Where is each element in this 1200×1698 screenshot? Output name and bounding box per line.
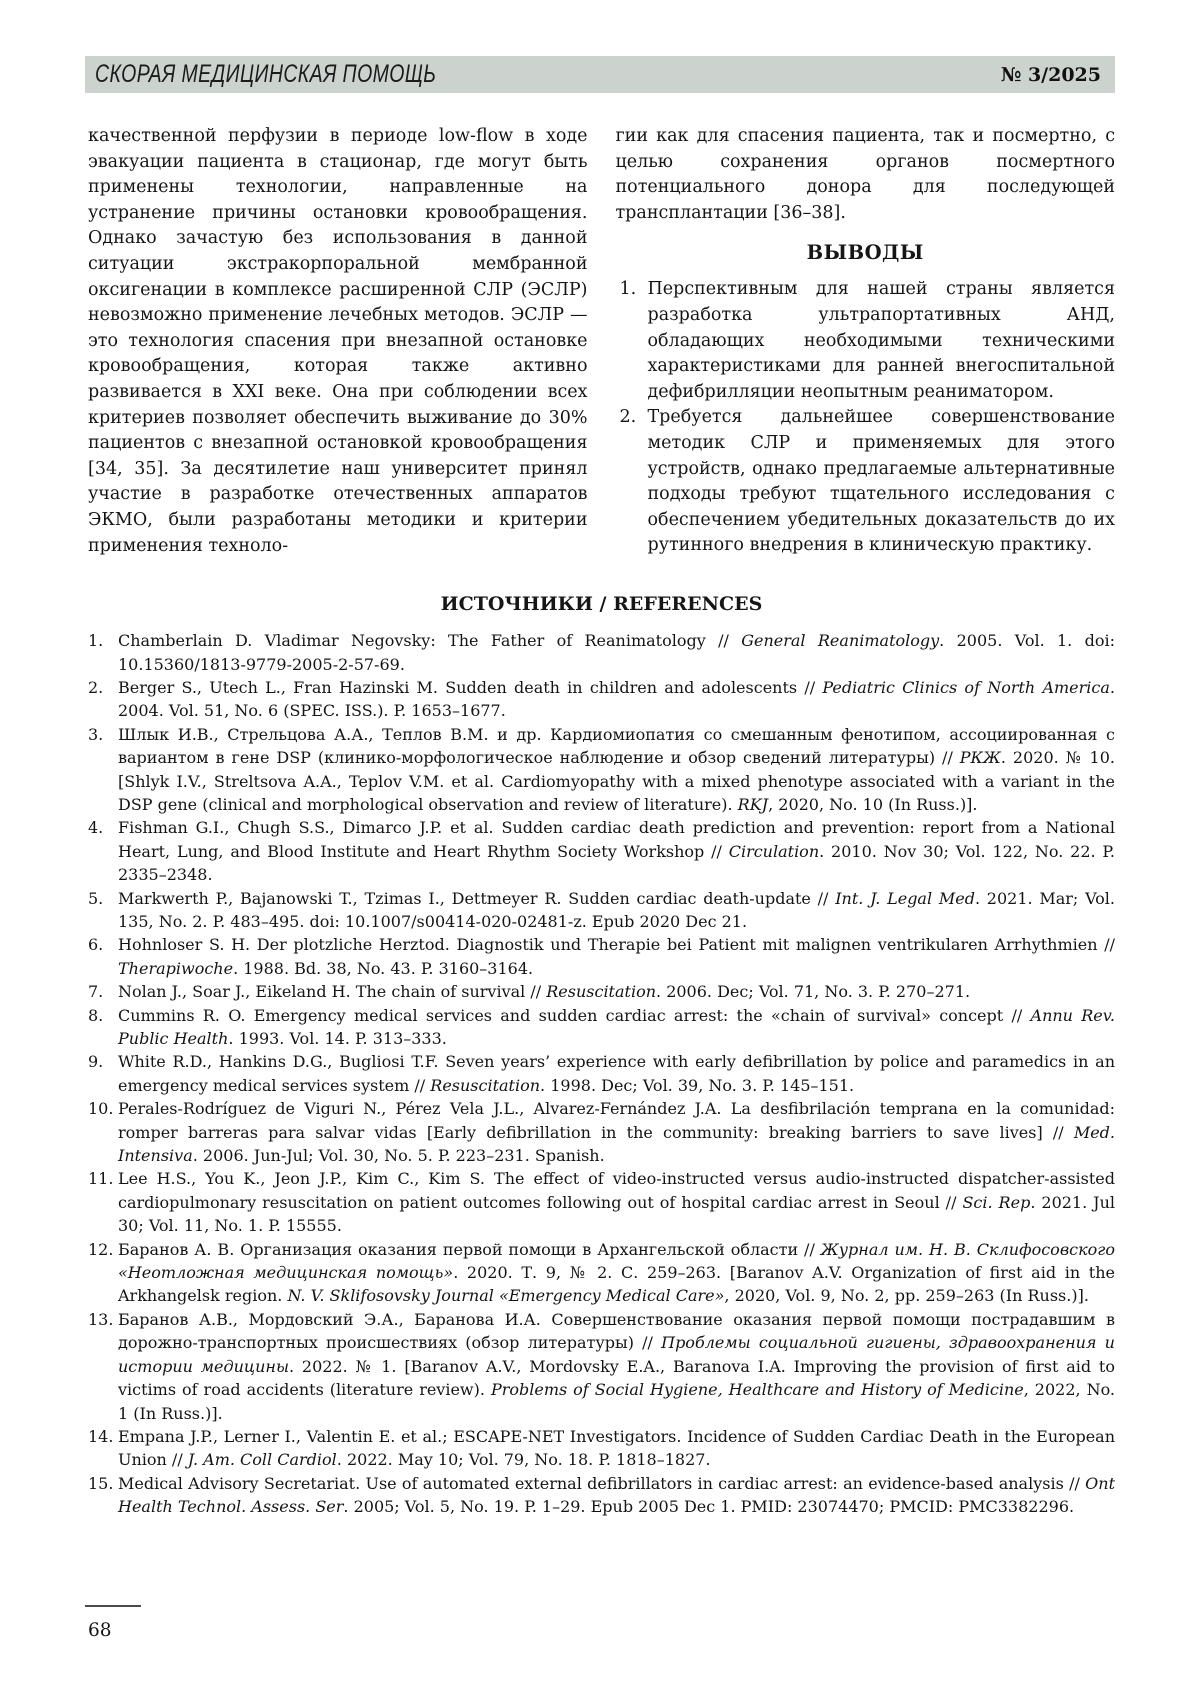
reference-text-segment: . 2020. № 10. [Shlyk I.V., Streltsova A.A., Teplov V.M. et al. Cardiomyopathy with a mixed phenotype associated with a variant in the DSP gene (clinical and morphological observation and review of literature). [118, 748, 1116, 814]
conclusion-number: 1. [619, 279, 637, 300]
reference-item [88, 980, 1115, 1003]
reference-text-segment: . 1998. Dec; Vol. 39, No. 3. P. 145–151. [540, 1075, 855, 1095]
reference-text [118, 1310, 1115, 1423]
reference-item [88, 1472, 1115, 1519]
reference-text-segment: Empana J.P., Lerner I., Valentin E. et al.; ESCAPE-NET Investigators. Incidence of Sudden Cardiac Death in the European Union // [118, 1426, 1115, 1470]
conclusion-text: Перспективным для нашей страны является разработка ультрапортативных АНД, обладающих необходимыми техническими характеристиками для ранней внегоспитальной дефибрилляции неопытным реаниматором. [647, 279, 1115, 402]
reference-text-segment: . 2022. May 10; Vol. 79, No. 18. P. 1818–1827. [336, 1450, 711, 1470]
reference-number: 8. [88, 1005, 104, 1025]
references-list [88, 629, 1115, 1518]
reference-item [88, 887, 1115, 934]
reference-journal-name: Ont Health Technol. Assess. Ser [118, 1473, 1115, 1517]
conclusions-title: ВЫВОДЫ [806, 241, 924, 265]
reference-item [88, 676, 1115, 723]
reference-journal-name: РКЖ [959, 748, 1001, 768]
reference-item [88, 723, 1115, 817]
reference-text-segment: , 2020, No. 10 (In Russ.)]. [768, 794, 978, 814]
reference-number: 13. [88, 1309, 114, 1329]
reference-item [88, 1097, 1115, 1167]
reference-text-segment: Шлык И.В., Стрельцова А.А., Теплов В.М. и др. Кардиомиопатия со смешанным фенотипом, ассоциированная с вариантом в гене DSP (клинико-морфологическое наблюдение и обзор сведений литературы) // [118, 724, 1115, 768]
reference-text-segment: , 2022, No. 1 (In Russ.)]. [118, 1380, 1116, 1423]
reference-text-segment: Markwerth P., Bajanowski T., Tzimas I., Dettmeyer R. Sudden cardiac death-update // [118, 888, 836, 908]
reference-text [118, 982, 970, 1001]
conclusion-item [616, 277, 1116, 405]
reference-text [118, 1006, 1115, 1048]
reference-number: 12. [88, 1239, 114, 1259]
reference-item [88, 1167, 1115, 1237]
left-column [88, 124, 588, 559]
reference-number: 1. [88, 631, 104, 651]
reference-text-segment: . 2010. Nov 30; Vol. 122, No. 22. P. 2335–2348. [118, 841, 1116, 885]
journal-title: СКОРАЯ МЕДИЦИНСКАЯ ПОМОЩЬ [95, 60, 437, 88]
reference-journal-name: N. V. Sklifosovsky Journal «Emergency Medical Care» [287, 1286, 725, 1306]
reference-journal-name: Int. J. Legal Med [835, 888, 975, 908]
right-column [616, 124, 1116, 559]
reference-text-segment: , 2020, Vol. 9, No. 2, pp. 259–263 (In Russ.)]. [724, 1286, 1089, 1306]
reference-text-segment: Perales-Rodríguez de Viguri N., Pérez Vela J.L., Alvarez-Fernández J.A. La desfibrilación temprana en la comunidad: romper barreras para salvar vidas [Early defibrillation in the community: breaking barriers to save lives] // [118, 1099, 1115, 1142]
reference-text-segment: . 2005. Vol. 1. doi: 10.15360/1813-9779-2005-2-57-69. [118, 631, 1115, 674]
reference-number: 2. [88, 677, 104, 697]
reference-journal-name: Pediatric Clinics of North America [822, 677, 1110, 697]
references-section [88, 593, 1115, 1518]
reference-journal-name: RKJ [737, 794, 769, 814]
reference-item [88, 933, 1115, 980]
reference-text [118, 1240, 1115, 1306]
reference-item [88, 1238, 1115, 1308]
reference-text-segment: Cummins R. O. Emergency medical services and sudden cardiac arrest: the «chain of survival» concept // [118, 1005, 1031, 1025]
article-columns [88, 124, 1115, 559]
reference-item [88, 1004, 1115, 1051]
reference-text [118, 818, 1115, 884]
reference-text-segment: . 2006. Jun-Jul; Vol. 30, No. 5. P. 223–231. Spanish. [192, 1146, 605, 1166]
reference-journal-name: J. Am. Coll Cardiol [187, 1450, 337, 1470]
right-column-paragraph: гии как для спасения пациента, так и посмертно, с целью сохранения органов посмертного потенциального донора для последующей трансплантации [36–38]. [615, 126, 1115, 223]
reference-text-segment: Medical Advisory Secretariat. Use of automated external defibrillators in cardiac arrest: an evidence-based analysis // [118, 1473, 1086, 1493]
reference-text-segment: . 2022. № 1. [Baranov A.V., Mordovsky E.A., Baranova I.A. Improving the provision of first aid to victims of road accidents (literature review). [118, 1356, 1115, 1400]
left-column-paragraph: качественной перфузии в периоде low-flow в ходе эвакуации пациента в стационар, где могут быть применены технологии, направленные на устранение причины остановки кровообращения. Однако зачастую без использования в данной ситуации экстракорпоральной мембранной оксигенации в комплексе расширенной СЛР (ЭСЛР) невозможно применение лечебных методов. ЭСЛР — это технология спасения при внезапной остановке кровообращения, которая также активно развивается в XXI веке. Она при соблюдении всех критериев позволяет обеспечить выживание до 30% пациентов с внезапной остановкой кровообращения [34, 35]. За десятилетие наш университет принял участие в разработке отечественных аппаратов ЭКМО, были разработаны методики и критерии применения техноло- [88, 126, 588, 556]
reference-text-segment: . 1988. Bd. 38, No. 43. P. 3160–3164. [233, 958, 534, 978]
reference-text [118, 1052, 1115, 1094]
conclusion-number: 2. [619, 407, 637, 428]
reference-number: 9. [88, 1052, 104, 1072]
reference-journal-name: Circulation [728, 841, 820, 861]
reference-item [88, 1425, 1115, 1472]
issue-number: № 3/2025 [1000, 63, 1101, 86]
reference-text [118, 889, 1115, 931]
reference-text-segment: . 2005; Vol. 5, No. 19. P. 1–29. Epub 2005 Dec 1. PMID: 23074470; PMCID: PMC3382296. [343, 1497, 1075, 1517]
reference-number: 15. [88, 1473, 114, 1493]
reference-journal-name: General Reanimatology [741, 631, 940, 651]
footer-rule [85, 1605, 141, 1607]
reference-text [118, 1474, 1115, 1516]
reference-number: 3. [88, 724, 104, 744]
reference-number: 7. [88, 982, 104, 1002]
conclusion-text: Требуется дальнейшее совершенствование методик СЛР и применяемых для этого устройств, однако предлагаемые альтернативные подходы требуют тщательного исследования с обеспечением убедительных доказательств до их рутинного внедрения в клиническую практику. [647, 407, 1115, 556]
reference-text-segment: Berger S., Utech L., Fran Hazinski M. Sudden death in children and adolescents // [118, 677, 823, 697]
reference-number: 4. [88, 818, 104, 838]
reference-journal-name: Med. Intensiva [118, 1122, 1115, 1166]
reference-text-segment: Баранов А.В., Мордовский Э.А., Баранова И.А. Совершенствование оказания первой помощи пострадавшим в дорожно-транспортных происшествиях (обзор литературы) // [118, 1309, 1115, 1353]
reference-item [88, 1050, 1115, 1097]
reference-text-segment: Hohnloser S. H. Der plotzliche Herztod. Diagnostik und Therapie bei Patient mit malignen ventrikularen Arrhythmien // [118, 935, 1115, 955]
reference-text [118, 1427, 1115, 1469]
reference-number: 6. [88, 935, 104, 955]
reference-journal-name: Журнал им. Н. В. Склифосовского «Неотложная медицинская помощь» [118, 1239, 1115, 1283]
conclusion-item [616, 405, 1116, 559]
reference-item [88, 1308, 1115, 1425]
reference-number: 14. [88, 1426, 114, 1446]
reference-text-segment: . 2020. Т. 9, № 2. С. 259–263. [Baranov A.V. Organization of first aid in the Arkhangelsk region. [118, 1263, 1115, 1306]
reference-number: 10. [88, 1099, 114, 1119]
reference-text-segment: Баранов А. В. Организация оказания первой помощи в Архангельской области // [118, 1239, 821, 1259]
reference-text-segment: Lee H.S., You K., Jeon J.P., Kim C., Kim S. The effect of video-instructed versus audio-instructed dispatcher-assisted cardiopulmonary resuscitation on patient outcomes following out of hospital cardiac arrest in Seoul // [118, 1169, 1115, 1212]
reference-text-segment: Chamberlain D. Vladimar Negovsky: The Father of Reanimatology // [118, 631, 742, 651]
reference-text [118, 1169, 1115, 1235]
reference-text-segment: White R.D., Hankins D.G., Bugliosi T.F. Seven years’ experience with early defibrillation by police and paramedics in an emergency medical services system // [118, 1052, 1115, 1095]
reference-item [88, 629, 1115, 676]
header-bar [85, 56, 1115, 93]
reference-journal-name: Проблемы социальной гигиены, здравоохранения и истории медицины [118, 1333, 1115, 1376]
reference-text [118, 631, 1115, 673]
page-number: 68 [88, 1620, 112, 1641]
page-content [88, 124, 1115, 1519]
reference-text-segment: . 2004. Vol. 51, No. 6 (SPEC. ISS.). P. 1653–1677. [118, 677, 1116, 721]
reference-journal-name: Problems of Social Hygiene, Healthcare and History of Medicine [490, 1380, 1024, 1400]
reference-journal-name: Resuscitation [430, 1075, 541, 1095]
reference-number: 11. [88, 1169, 114, 1189]
reference-text-segment: . 1993. Vol. 14. P. 313–333. [228, 1029, 447, 1048]
reference-text-segment: . 2006. Dec; Vol. 71, No. 3. P. 270–271. [656, 982, 971, 1002]
reference-text-segment: Nolan J., Soar J., Eikeland H. The chain of survival // [118, 982, 547, 1002]
reference-journal-name: Sci. Rep [962, 1192, 1031, 1212]
references-title: ИСТОЧНИКИ / REFERENCES [440, 593, 763, 616]
reference-journal-name: Therapiwoche [118, 958, 234, 978]
reference-text [118, 678, 1115, 720]
reference-journal-name: Annu Rev. Public Health [118, 1005, 1115, 1048]
reference-number: 5. [88, 888, 104, 908]
reference-item [88, 816, 1115, 886]
reference-text [118, 1099, 1115, 1165]
reference-journal-name: Resuscitation [546, 982, 657, 1002]
reference-text [118, 935, 1115, 977]
reference-text-segment: Fishman G.I., Chugh S.S., Dimarco J.P. et al. Sudden cardiac death prediction and prevention: report from a National Heart, Lung, and Blood Institute and Heart Rhythm Society Workshop // [118, 818, 1115, 861]
reference-text-segment: . 2021. Jul 30; Vol. 11, No. 1. P. 15555. [118, 1192, 1116, 1236]
reference-text-segment: . 2021. Mar; Vol. 135, No. 2. P. 483–495. doi: 10.1007/s00414-020-02481-z. Epub 2020 Dec 21. [118, 888, 1115, 931]
reference-text [118, 725, 1115, 814]
